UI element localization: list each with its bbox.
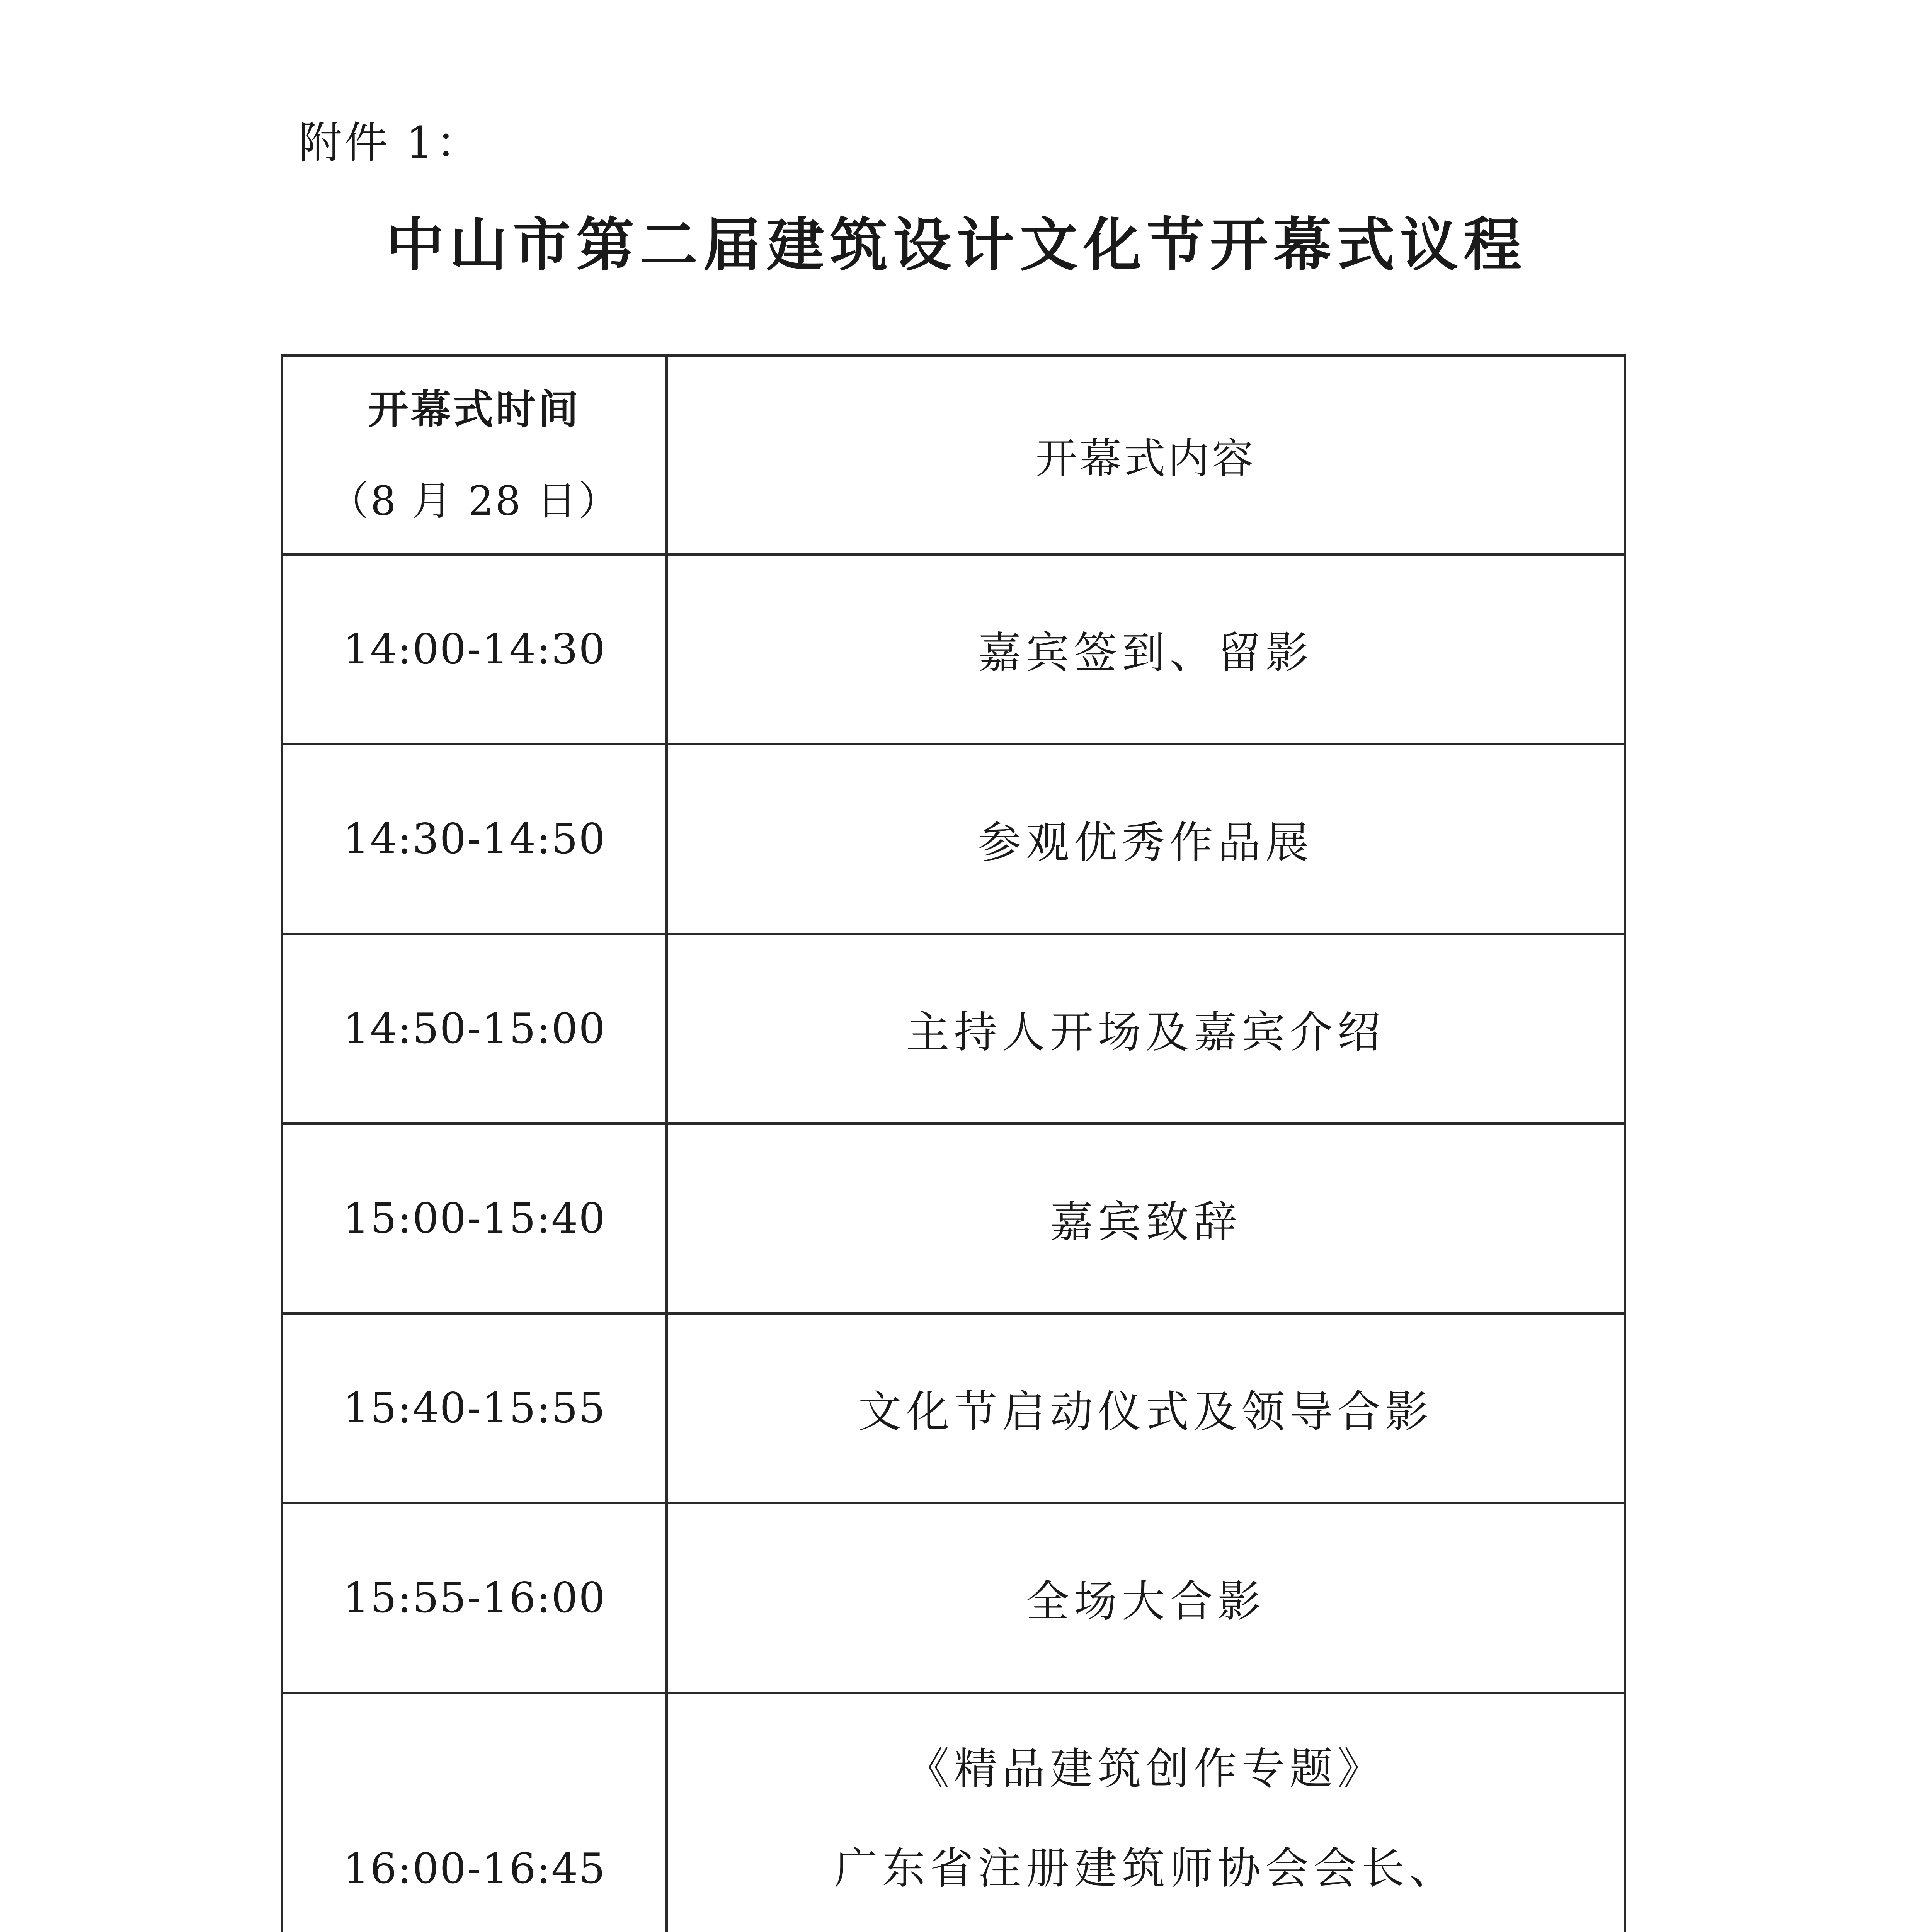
content-cell: 主持人开场及嘉宾介绍: [667, 934, 1625, 1124]
time-cell: 15:55-16:00: [282, 1503, 667, 1693]
header-date-label: （8 月 28 日）: [328, 477, 620, 524]
table-row: [282, 554, 1625, 744]
time-cell: 16:00-16:45: [282, 1693, 667, 1932]
table-row: [282, 1313, 1625, 1503]
time-cell: 15:40-15:55: [282, 1313, 667, 1503]
attachment-label: 附件 1：: [299, 118, 482, 168]
time-cell: 14:50-15:00: [282, 934, 667, 1124]
content-cell: 文化节启动仪式及领导合影: [667, 1313, 1625, 1503]
lecture-cell: [667, 1693, 1625, 1932]
time-cell: 15:00-15:40: [282, 1124, 667, 1313]
table-row: [282, 744, 1625, 934]
content-cell: 嘉宾致辞: [667, 1124, 1625, 1313]
header-content-label: 开幕式内容: [667, 355, 1625, 554]
header-time-label: 开幕式时间: [368, 386, 581, 433]
time-cell: 14:00-14:30: [282, 554, 667, 744]
table-row: [282, 934, 1625, 1124]
document-title: 中山市第二届建筑设计文化节开幕式议程: [386, 212, 1527, 279]
table-header-row: [282, 355, 1625, 554]
agenda-table: [281, 354, 1626, 1932]
content-cell: 嘉宾签到、留影: [667, 554, 1625, 744]
header-time-cell: [282, 355, 667, 554]
lecture-topic: 《精品建筑创作专题》: [906, 1744, 1385, 1794]
time-cell: 14:30-14:50: [282, 744, 667, 934]
speaker-line: [676, 1918, 1616, 1932]
table-row: [282, 1503, 1625, 1693]
speaker-affiliation: 广东省注册建筑师协会会长、: [834, 1844, 1457, 1894]
content-cell: 全场大合影: [667, 1503, 1625, 1693]
table-row: [282, 1124, 1625, 1313]
table-row: [282, 1693, 1625, 1932]
content-cell: 参观优秀作品展: [667, 744, 1625, 934]
